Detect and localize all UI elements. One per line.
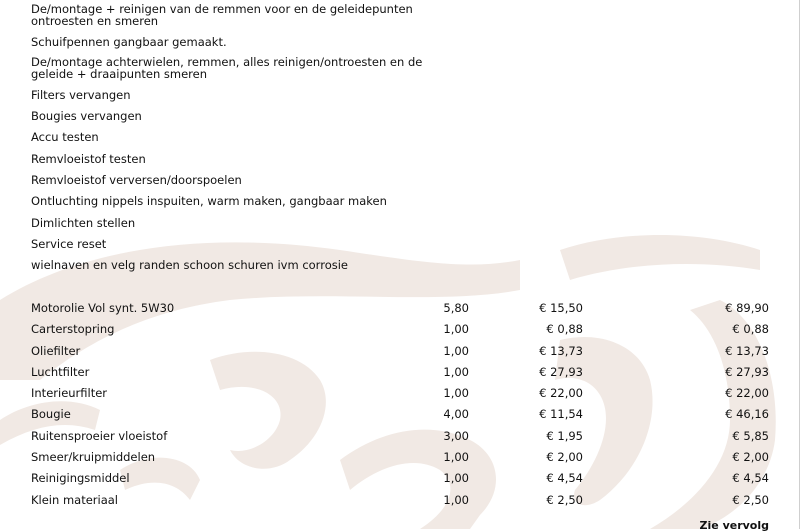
part-description: Oliefilter xyxy=(31,344,81,358)
part-total: € 89,90 xyxy=(725,301,769,315)
part-total: € 5,85 xyxy=(732,429,769,443)
part-description: Smeer/kruipmiddelen xyxy=(31,450,156,464)
table-row xyxy=(0,322,800,336)
part-quantity: 5,80 xyxy=(443,301,469,315)
part-quantity: 1,00 xyxy=(443,471,469,485)
part-total: € 4,54 xyxy=(732,471,769,485)
part-description: Bougie xyxy=(31,407,71,421)
table-row xyxy=(0,471,800,485)
task-item: Schuifpennen gangbaar gemaakt. xyxy=(31,35,227,49)
part-description: Ruitensproeier vloeistof xyxy=(31,429,168,443)
part-description: Motorolie Vol synt. 5W30 xyxy=(31,301,175,315)
part-unit-price: € 4,54 xyxy=(546,471,583,485)
part-unit-price: € 22,00 xyxy=(539,386,583,400)
part-unit-price: € 13,73 xyxy=(539,344,583,358)
table-row xyxy=(0,386,800,400)
part-description: Luchtfilter xyxy=(31,365,90,379)
task-item: Service reset xyxy=(31,237,107,251)
part-quantity: 1,00 xyxy=(443,365,469,379)
task-item: Accu testen xyxy=(31,130,99,144)
part-total: € 13,73 xyxy=(725,344,769,358)
table-row xyxy=(0,450,800,464)
part-quantity: 3,00 xyxy=(443,429,469,443)
task-item: Remvloeistof verversen/doorspoelen xyxy=(31,173,242,187)
part-description: Interieurfilter xyxy=(31,386,108,400)
part-unit-price: € 27,93 xyxy=(539,365,583,379)
task-item: wielnaven en velg randen schoon schuren ivm corrosie xyxy=(31,258,348,272)
part-description: Klein materiaal xyxy=(31,493,118,507)
part-total: € 22,00 xyxy=(725,386,769,400)
part-total: € 2,50 xyxy=(732,493,769,507)
continued-note: Zie vervolg xyxy=(699,519,769,532)
part-unit-price: € 0,88 xyxy=(546,322,583,336)
part-quantity: 1,00 xyxy=(443,386,469,400)
part-description: Carterstopring xyxy=(31,322,115,336)
part-quantity: 1,00 xyxy=(443,493,469,507)
task-item: Ontluchting nippels inspuiten, warm maken, gangbaar maken xyxy=(31,194,387,208)
task-item: Filters vervangen xyxy=(31,88,131,102)
part-total: € 0,88 xyxy=(732,322,769,336)
table-row xyxy=(0,407,800,421)
part-total: € 27,93 xyxy=(725,365,769,379)
table-row xyxy=(0,493,800,507)
task-item: De/montage + reinigen van de remmen voor en de geleidepunten ontroesten en smeren xyxy=(31,2,413,28)
table-row xyxy=(0,344,800,358)
part-unit-price: € 2,50 xyxy=(546,493,583,507)
table-row xyxy=(0,301,800,315)
part-description: Reinigingsmiddel xyxy=(31,471,130,485)
part-total: € 2,00 xyxy=(732,450,769,464)
part-unit-price: € 1,95 xyxy=(546,429,583,443)
part-unit-price: € 2,00 xyxy=(546,450,583,464)
part-total: € 46,16 xyxy=(725,407,769,421)
part-unit-price: € 15,50 xyxy=(539,301,583,315)
part-quantity: 1,00 xyxy=(443,322,469,336)
part-quantity: 1,00 xyxy=(443,344,469,358)
part-quantity: 4,00 xyxy=(443,407,469,421)
task-item: De/montage achterwielen, remmen, alles reinigen/ontroesten en de geleide + draaipunten smeren xyxy=(31,55,423,81)
task-item: Bougies vervangen xyxy=(31,109,142,123)
part-unit-price: € 11,54 xyxy=(539,407,583,421)
task-item: Remvloeistof testen xyxy=(31,152,146,166)
task-item: Dimlichten stellen xyxy=(31,216,136,230)
table-row xyxy=(0,429,800,443)
table-row xyxy=(0,365,800,379)
part-quantity: 1,00 xyxy=(443,450,469,464)
